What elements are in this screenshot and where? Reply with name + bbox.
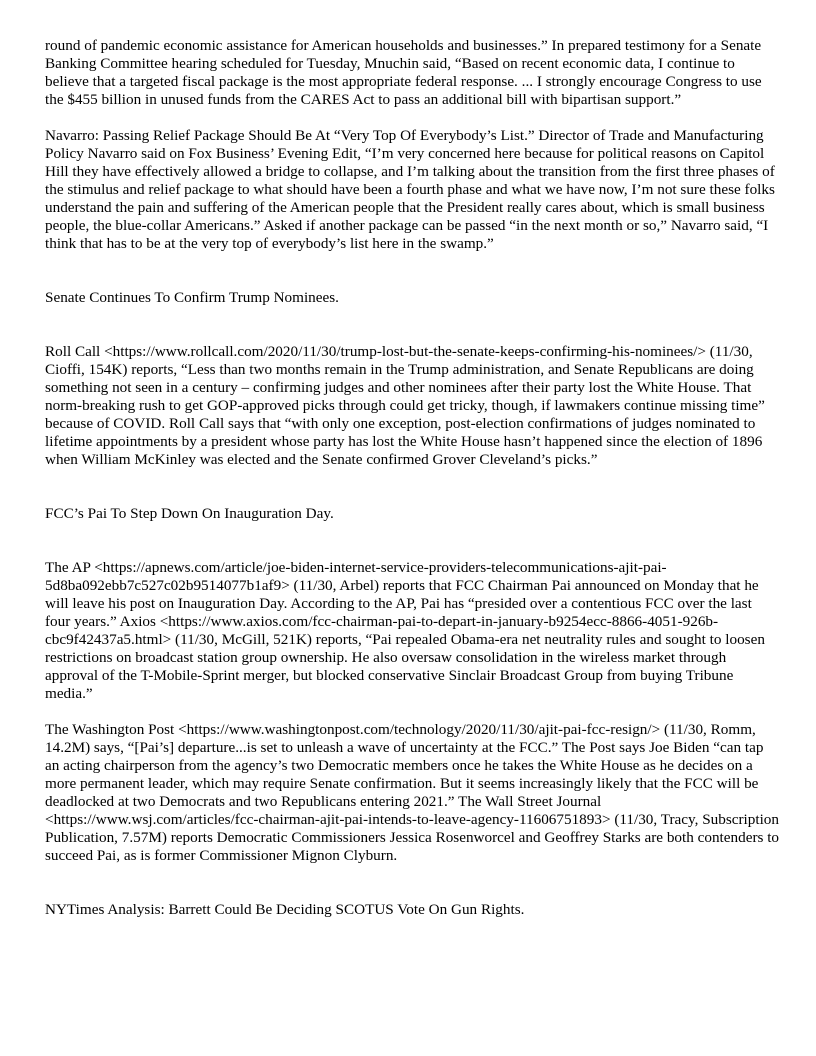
- paragraph-roll-call: Roll Call <https://www.rollcall.com/2020/11/30/trump-lost-but-the-senate-keeps-confirming-his-nominees/> (11/30, Cioffi, 154K) reports, “Less than two months remain in the Trump administration, and Senate Republicans are doing something not seen in a century – confirming judges and other nominees after their party lost the White House. That norm-breaking rush to get GOP-approved picks through could get tricky, though, if lawmakers continue missing time” because of COVID. Roll Call says that “with only one exception, post-election confirmations of judges nominated to lifetime appointments by a president whose party has lost the White House hasn’t happened since the election of 1896 when William McKinley was elected and the Senate confirmed Grover Cleveland’s picks.”: [45, 343, 765, 468]
- heading-nytimes-barrett: NYTimes Analysis: Barrett Could Be Deciding SCOTUS Vote On Gun Rights.: [45, 901, 525, 918]
- heading-fcc-pai: FCC’s Pai To Step Down On Inauguration Day.: [45, 505, 334, 522]
- document-page: [45, 37, 780, 919]
- paragraph-ap-axios: The AP <https://apnews.com/article/joe-biden-internet-service-providers-telecommunications-ajit-pai-5d8ba092ebb7c527c02b9514077b1af9> (11/30, Arbel) reports that FCC Chairman Pai announced on Monday that he will leave his post on Inauguration Day. According to the AP, Pai has “presided over a contentious FCC over the last four years.” Axios <https://www.axios.com/fcc-chairman-pai-to-depart-in-january-b9254ecc-8866-4051-926b-cbc9f42437a5.html> (11/30, McGill, 521K) reports, “Pai repealed Obama-era net neutrality rules and sought to loosen restrictions on broadcast station group ownership. He also oversaw consolidation in the wireless market through approval of the T-Mobile-Sprint merger, but blocked conservative Sinclair Broadcast Group from buying Tribune media.”: [45, 559, 765, 702]
- paragraph-mnuchin-testimony: round of pandemic economic assistance for American households and businesses.” In prepared testimony for a Senate Banking Committee hearing scheduled for Tuesday, Mnuchin said, “Based on recent economic data, I continue to believe that a targeted fiscal package is the most appropriate federal response. ... I strongly encourage Congress to use the $455 billion in unused funds from the CARES Act to pass an additional bill with bipartisan support.”: [45, 37, 762, 108]
- heading-senate-nominees: Senate Continues To Confirm Trump Nominees.: [45, 289, 339, 306]
- paragraph-washington-post: The Washington Post <https://www.washingtonpost.com/technology/2020/11/30/ajit-pai-fcc-resign/> (11/30, Romm, 14.2M) says, “[Pai’s] departure...is set to unleash a wave of uncertainty at the FCC.” The Post says Joe Biden “can tap an acting chairperson from the agency’s two Democratic members once he takes the White House as he decides on a more permanent leader, which may require Senate confirmation. But it seems increasingly likely that the FCC will be deadlocked at two Democrats and two Republicans entering 2021.” The Wall Street Journal <https://www.wsj.com/articles/fcc-chairman-ajit-pai-intends-to-leave-agency-11606751893> (11/30, Tracy, Subscription Publication, 7.57M) reports Democratic Commissioners Jessica Rosenworcel and Geoffrey Starks are both contenders to succeed Pai, as is former Commissioner Mignon Clyburn.: [45, 721, 780, 864]
- paragraph-navarro-relief: Navarro: Passing Relief Package Should Be At “Very Top Of Everybody’s List.” Director of Trade and Manufacturing Policy Navarro said on Fox Business’ Evening Edit, “I’m very concerned here because for political reasons on Capitol Hill they have effectively allowed a bridge to collapse, and I’m talking about the transition from the first three phases of the stimulus and relief package to what should have been a fourth phase and what we have now, I’m not sure these folks understand the pain and suffering of the American people that the President really cares about, which is small business people, the blue-collar Americans.” Asked if another package can be passed “in the next month or so,” Navarro said, “I think that has to be at the very top of everybody’s list here in the swamp.”: [45, 127, 775, 252]
